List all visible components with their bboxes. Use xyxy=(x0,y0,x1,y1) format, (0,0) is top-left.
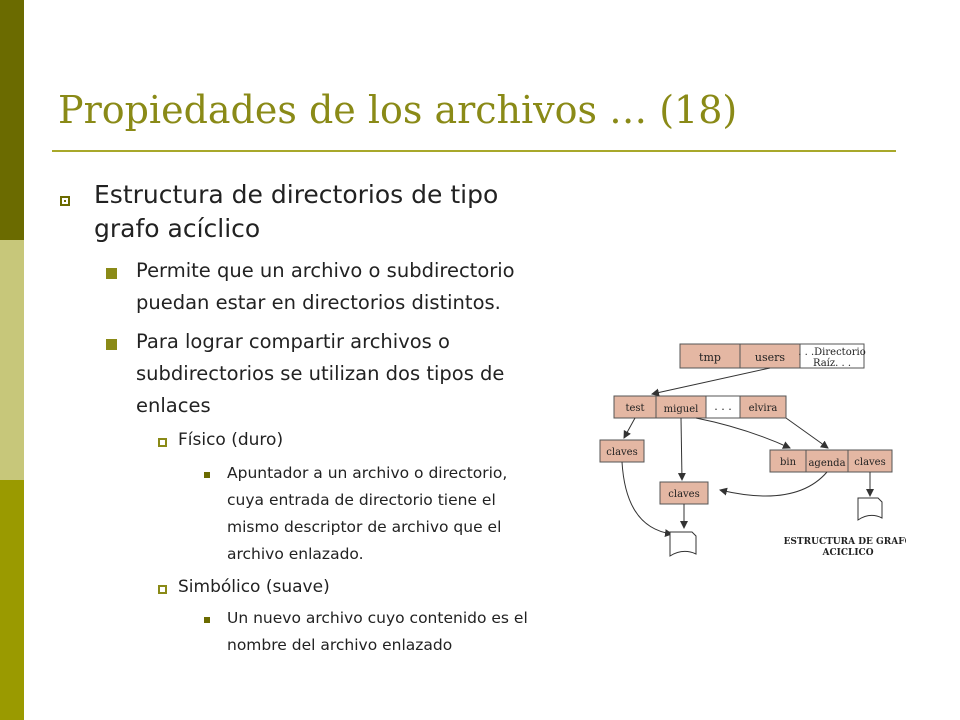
file-icon xyxy=(858,498,882,520)
node-elvira: elvira xyxy=(748,403,778,414)
node-directorio-line2: Raíz. . . xyxy=(812,358,852,369)
bullet-box-small-icon xyxy=(158,438,167,447)
bullet-main-line1: Estructura de directorios de tipo xyxy=(94,180,499,209)
bullet-box-small-icon xyxy=(158,585,167,594)
bullet-tiny-icon xyxy=(204,617,210,623)
elvira-directory-row xyxy=(770,450,892,472)
node-directorio-line1: . . .Directorio xyxy=(798,347,866,358)
users-directory-row xyxy=(614,396,786,418)
sidebar-band-dark xyxy=(0,0,24,240)
node-tmp: tmp xyxy=(699,351,721,364)
simbolico-desc-line2: nombre del archivo enlazado xyxy=(227,636,453,654)
diagram-caption-line2: ACICLICO xyxy=(822,548,874,558)
sidebar-band-olive xyxy=(0,480,24,720)
root-directory-row xyxy=(680,344,866,369)
sub1-line2: puedan estar en directorios distintos. xyxy=(136,291,501,314)
page-title: Propiedades de los archivos … (18) xyxy=(58,88,738,132)
simbolico-desc-line1: Un nuevo archivo cuyo contenido es el xyxy=(227,609,528,627)
sidebar-band-light xyxy=(0,240,24,480)
node-agenda: agenda xyxy=(808,458,846,469)
sub2-line2: subdirectorios se utilizan dos tipos de xyxy=(136,362,505,385)
node-bin: bin xyxy=(779,457,797,468)
simbolico-label: Simbólico (suave) xyxy=(178,577,330,597)
node-dots: . . . xyxy=(714,400,732,413)
node-users: users xyxy=(754,351,786,364)
fisico-desc-line2: cuya entrada de directorio tiene el xyxy=(227,491,496,509)
bullet-box-icon xyxy=(60,196,70,206)
node-elvira-claves: claves xyxy=(854,457,886,468)
node-miguel: miguel xyxy=(663,404,699,415)
fisico-label: Físico (duro) xyxy=(178,430,284,450)
node-test-claves: claves xyxy=(606,447,638,458)
file-icon xyxy=(670,532,696,556)
bullet-square-icon xyxy=(106,268,117,279)
title-divider xyxy=(52,150,896,152)
diagram-caption-line1: ESTRUCTURA DE GRAFO xyxy=(783,537,906,547)
sub1-line1: Permite que un archivo o subdirectorio xyxy=(136,259,515,282)
bullet-square-icon xyxy=(106,339,117,350)
node-test: test xyxy=(625,403,645,414)
fisico-desc-line4: archivo enlazado. xyxy=(227,545,364,563)
bullet-tiny-icon xyxy=(204,472,210,478)
acyclic-graph-diagram xyxy=(596,338,906,578)
fisico-desc-line3: mismo descriptor de archivo que el xyxy=(227,518,502,536)
sidebar-decoration xyxy=(0,0,24,720)
sub2-line1: Para lograr compartir archivos o xyxy=(136,330,450,353)
bullet-main-line2: grafo acíclico xyxy=(94,214,261,243)
fisico-desc-line1: Apuntador a un archivo o directorio, xyxy=(227,464,508,482)
sub2-line3: enlaces xyxy=(136,394,211,417)
node-miguel-claves: claves xyxy=(668,489,700,500)
